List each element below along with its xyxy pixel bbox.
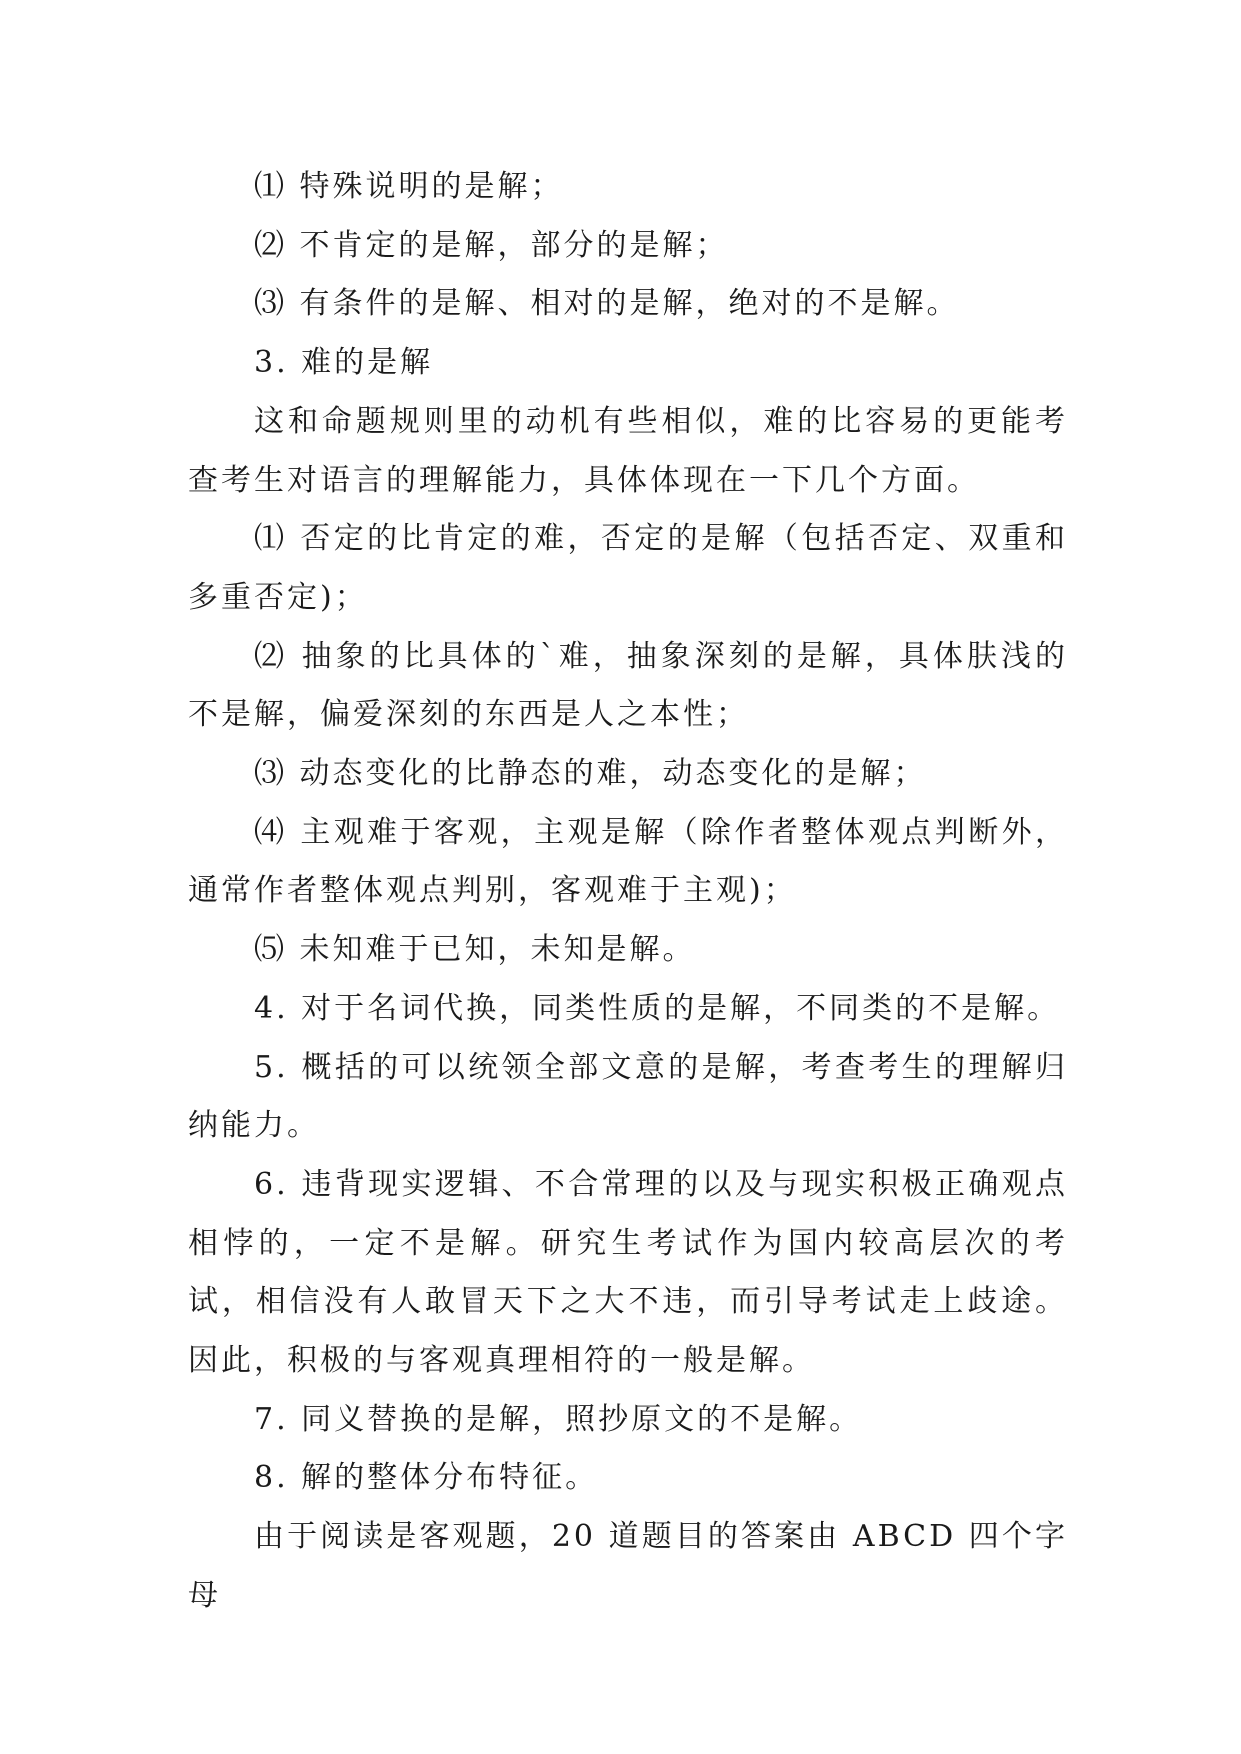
paragraph-1-2: ⑵ 不肯定的是解，部分的是解； <box>254 227 729 263</box>
document-body <box>188 158 1068 1626</box>
paragraph-3-4: ⑷ 主观难于客观，主观是解（除作者整体观点判断外，通常作者整体观点判别，客观难于主观)； <box>188 814 1068 909</box>
paragraph-3-1: ⑴ 否定的比肯定的难，否定的是解（包括否定、双重和多重否定)； <box>188 521 1068 615</box>
paragraph-3-2: ⑵ 抽象的比具体的`难，抽象深刻的是解，具体肤浅的不是解，偏爱深刻的东西是人之本性； <box>188 638 1068 733</box>
section-5: 5. 概括的可以统领全部文意的是解，考查考生的理解归纳能力。 <box>188 1049 1068 1144</box>
section-3-intro: 这和命题规则里的动机有些相似，难的比容易的更能考查考生对语言的理解能力，具体体现在一下几个方面。 <box>188 403 1068 498</box>
section-7: 7. 同义替换的是解，照抄原文的不是解。 <box>254 1401 863 1437</box>
paragraph-1-3: ⑶ 有条件的是解、相对的是解，绝对的不是解。 <box>254 286 960 322</box>
section-3-heading: 3. 难的是解 <box>254 345 434 381</box>
section-6: 6. 违背现实逻辑、不合常理的以及与现实积极正确观点相悖的，一定不是解。研究生考试作为国内较高层次的考试，相信没有人敢冒天下之大不违，而引导考试走上歧途。因此，积极的与客观真理相符的一般是解。 <box>188 1166 1068 1379</box>
section-8-heading: 8. 解的整体分布特征。 <box>254 1460 599 1496</box>
paragraph-3-3: ⑶ 动态变化的比静态的难，动态变化的是解； <box>254 756 927 792</box>
section-8-body: 由于阅读是客观题，20 道题目的答案由 ABCD 四个字母 <box>188 1519 1068 1613</box>
paragraph-1-1: ⑴ 特殊说明的是解； <box>254 169 564 204</box>
paragraph-3-5: ⑸ 未知难于已知，未知是解。 <box>254 932 696 968</box>
section-4: 4. 对于名词代换，同类性质的是解，不同类的不是解。 <box>254 990 1061 1026</box>
